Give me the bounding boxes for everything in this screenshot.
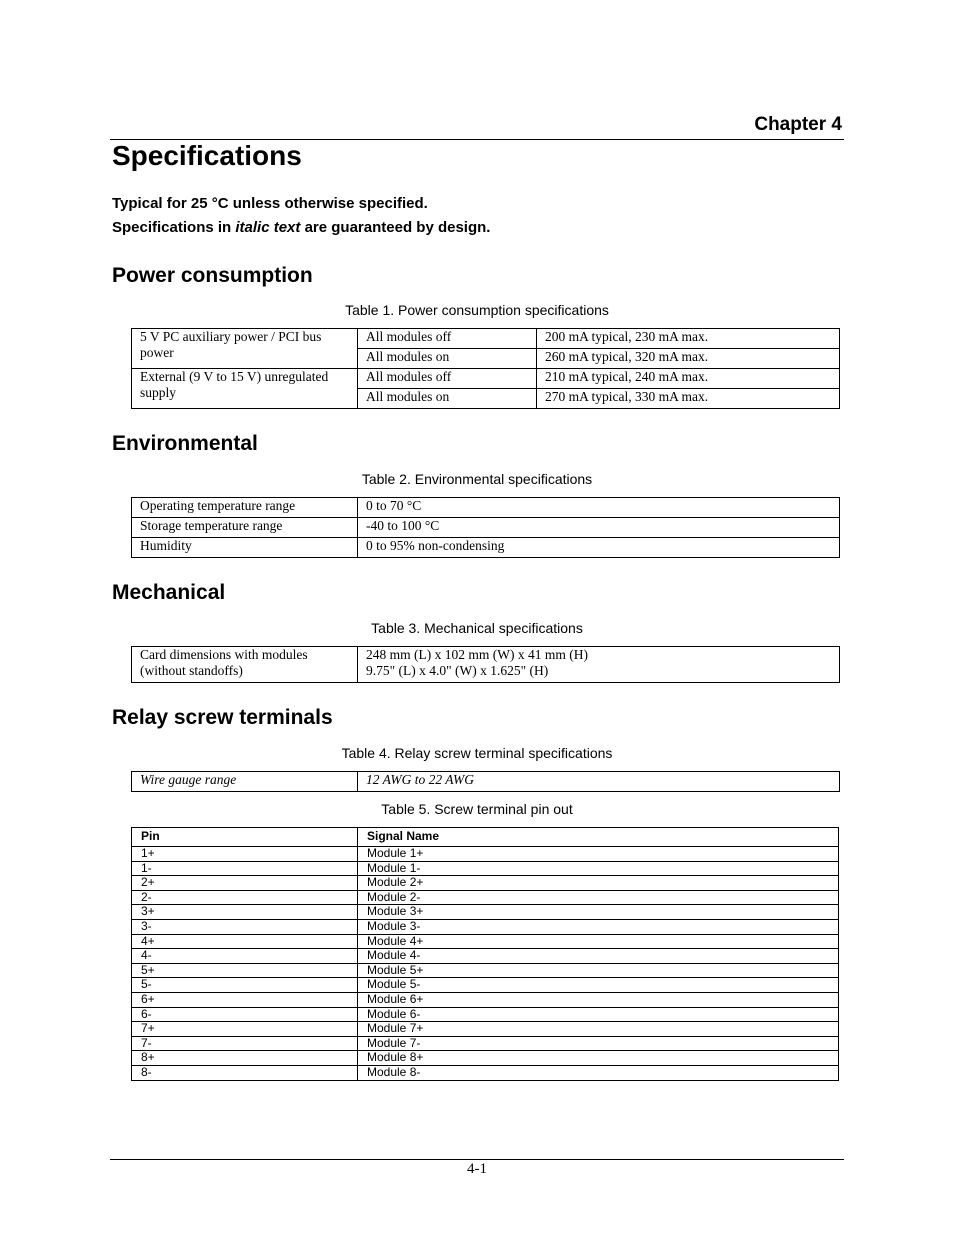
signal-name-cell: Module 3+ [358,905,839,920]
table-row [132,992,839,1007]
italic-guarantee-note [112,219,490,236]
spec-value-cell: 12 AWG to 22 AWG [358,772,840,792]
note-text-post: are guaranteed by design. [300,219,491,236]
module-state-cell: All modules on [358,349,537,369]
pin-cell: 8- [132,1065,358,1080]
pin-cell: 7- [132,1036,358,1051]
table-row [132,647,840,683]
value-line: 248 mm (L) x 102 mm (W) x 41 mm (H) [366,647,588,662]
signal-name-cell: Module 4- [358,949,839,964]
table-header-row [132,828,839,847]
table-row [132,876,839,891]
page-title: Specifications [112,140,302,171]
table-row [132,518,840,538]
signal-name-cell: Module 6- [358,1007,839,1022]
power-source-label: 5 V PC auxiliary power / PCI bus power [132,329,358,369]
signal-name-cell: Module 7+ [358,1022,839,1037]
table-row [132,890,839,905]
table-row [132,934,839,949]
signal-name-cell: Module 3- [358,919,839,934]
power-consumption-table [131,328,840,409]
signal-name-cell: Module 5+ [358,963,839,978]
table-row [132,1007,839,1022]
mechanical-table [131,646,840,683]
table-row [132,772,840,792]
note-text-pre: Specifications in [112,219,236,236]
signal-name-cell: Module 8- [358,1065,839,1080]
screw-terminal-pinout-table [131,827,839,1081]
table-row [132,1051,839,1066]
label-line: Card dimensions with modules [140,647,308,662]
table-row [132,963,839,978]
table-row [132,1065,839,1080]
signal-name-cell: Module 6+ [358,992,839,1007]
spec-label-cell: Operating temperature range [132,498,358,518]
pin-cell: 5+ [132,963,358,978]
table-row [132,498,840,518]
spec-label-cell: Storage temperature range [132,518,358,538]
column-header-signal: Signal Name [358,828,839,847]
spec-label-cell: Humidity [132,538,358,558]
spec-value-cell: -40 to 100 °C [358,518,840,538]
pin-cell: 4- [132,949,358,964]
table-row [132,861,839,876]
environmental-table-caption: Table 2. Environmental specifications [361,471,593,487]
chapter-label: Chapter 4 [754,114,842,135]
power-consumption-heading: Power consumption [112,264,313,287]
label-line: (without standoffs) [140,663,243,678]
signal-name-cell: Module 8+ [358,1051,839,1066]
table-row [132,919,839,934]
table-row [132,329,840,349]
footer-rule [110,1159,844,1160]
pin-cell: 6+ [132,992,358,1007]
pin-cell: 6- [132,1007,358,1022]
module-state-cell: All modules off [358,369,537,389]
mechanical-heading: Mechanical [112,581,226,604]
pin-cell: 1+ [132,847,358,862]
signal-name-cell: Module 2+ [358,876,839,891]
table-row [132,1036,839,1051]
signal-name-cell: Module 7- [358,1036,839,1051]
signal-name-cell: Module 2- [358,890,839,905]
spec-label-cell: Wire gauge range [132,772,358,792]
signal-name-cell: Module 1+ [358,847,839,862]
signal-name-cell: Module 5- [358,978,839,993]
table-row [132,847,839,862]
mechanical-table-caption: Table 3. Mechanical specifications [371,620,583,636]
signal-name-cell: Module 4+ [358,934,839,949]
environmental-table [131,497,840,558]
module-state-cell: All modules on [358,389,537,409]
pin-cell: 5- [132,978,358,993]
table-row [132,949,839,964]
power-source-label: External (9 V to 15 V) unregulated supply [132,369,358,409]
page-number: 4-1 [467,1161,487,1177]
spec-value-cell: 0 to 95% non-condensing [358,538,840,558]
relay-table-caption: Table 4. Relay screw terminal specifications [341,745,613,761]
table-row [132,369,840,389]
current-value-cell: 260 mA typical, 320 mA max. [537,349,840,369]
current-value-cell: 210 mA typical, 240 mA max. [537,369,840,389]
column-header-pin: Pin [132,828,358,847]
pin-cell: 3- [132,919,358,934]
power-table-caption: Table 1. Power consumption specifications [345,302,609,318]
typical-conditions-note: Typical for 25 °C unless otherwise specified. [112,195,428,212]
table-row [132,538,840,558]
relay-terminal-table [131,771,840,792]
pin-cell: 8+ [132,1051,358,1066]
pin-cell: 2- [132,890,358,905]
module-state-cell: All modules off [358,329,537,349]
current-value-cell: 270 mA typical, 330 mA max. [537,389,840,409]
spec-value-cell: 0 to 70 °C [358,498,840,518]
table-row [132,1022,839,1037]
note-text-italic: italic text [235,219,301,236]
value-line: 9.75" (L) x 4.0" (W) x 1.625" (H) [366,663,549,678]
pinout-table-caption: Table 5. Screw terminal pin out [381,801,573,817]
pin-cell: 4+ [132,934,358,949]
environmental-heading: Environmental [112,432,258,455]
table-row [132,905,839,920]
pin-cell: 1- [132,861,358,876]
relay-screw-terminals-heading: Relay screw terminals [112,706,333,729]
pin-cell: 3+ [132,905,358,920]
pin-cell: 2+ [132,876,358,891]
pin-cell: 7+ [132,1022,358,1037]
current-value-cell: 200 mA typical, 230 mA max. [537,329,840,349]
spec-value-cell [358,647,840,683]
table-row [132,978,839,993]
spec-label-cell [132,647,358,683]
signal-name-cell: Module 1- [358,861,839,876]
